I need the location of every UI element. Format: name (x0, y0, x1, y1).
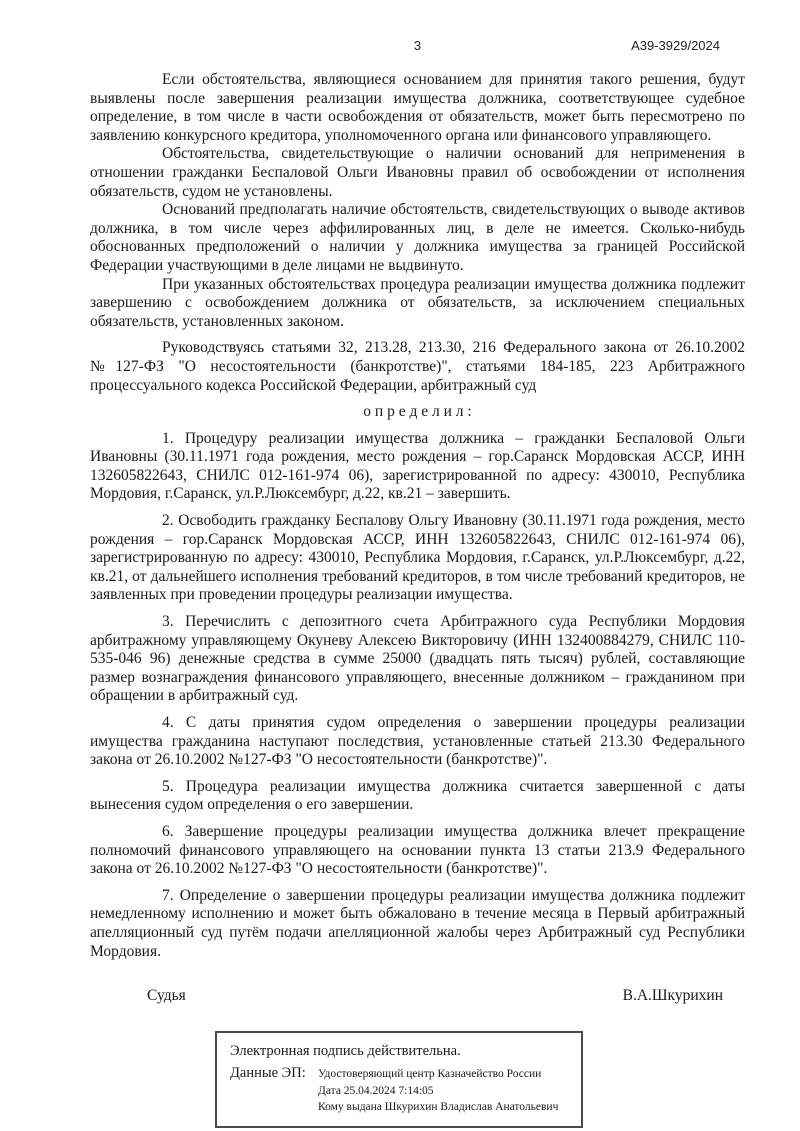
judge-label: Судья (147, 987, 186, 1005)
ruling-item-3: 3. Перечислить с депозитного счета Арбитражного суда Республики Мордовия арбитражному управляющему Окуневу Алексею Викторовичу (ИНН 132400884279, СНИЛС 110-535-046 96) денежные средства в сумме 25000 (двадцать пять тысяч) рублей, составляющие размер вознаграждения финансового управляющего, внесенные должником – гражданином при обращении в арбитражный суд. (90, 613, 745, 705)
ruling-item-7: 7. Определение о завершении процедуры реализации имущества должника подлежит немедленному исполнению и может быть обжаловано в течение месяца в Первый арбитражный апелляционный суд путём подачи апелляционной жалобы через Арбитражный суд Республики Мордовия. (90, 886, 745, 960)
body-paragraph: Оснований предполагать наличие обстоятельств, свидетельствующих о выводе активов должника, в том числе через аффилированных лиц, в деле не имеется. Сколько-нибудь обоснованных предположений о наличии у должника имущества за границей Российской Федерации участвующими в деле лицами не выдвинуто. (90, 201, 745, 274)
ruling-item-1: 1. Процедуру реализации имущества должника – гражданки Беспаловой Ольги Ивановны (30.11.1971 года рождения, место рождения – гор.Саранск Мордовская АССР, ИНН 132605822643, СНИЛС 012-161-974 06), зарегистрированной по адресу: 430010, Республика Мордовия, г.Саранск, ул.Р.Люксембург, д.22, кв.21 – завершить. (90, 429, 745, 503)
stamp-validity-text: Электронная подпись действительна. (230, 1043, 461, 1060)
body-paragraph: При указанных обстоятельствах процедура реализации имущества должника подлежит завершению с освобождением должника от обязательств, за исключением специальных обязательств, установленных законом. (90, 275, 745, 330)
stamp-data-label: Данные ЭП: (230, 1065, 306, 1082)
ruling-item-6: 6. Завершение процедуры реализации имущества должника влечет прекращение полномочий финансового управляющего на основании пункта 13 статьи 213.9 Федерального закона от 26.10.2002 №127-ФЗ "О несостоятельности (банкротстве)". (90, 822, 745, 878)
judge-name: В.А.Шкурихин (622, 987, 723, 1005)
page-header (90, 38, 745, 56)
stamp-detail-line: Удостоверяющий центр Казначейство России (318, 1068, 542, 1081)
ruling-basis-paragraph: Руководствуясь статьями 32, 213.28, 213.30, 216 Федерального закона от 26.10.2002 №127-ФЗ "О несостоятельности (банкротстве)", статьями 184-185, 223 Арбитражного процессуального кодекса Российской Федерации, арбитражный суд (90, 339, 745, 394)
document-body (90, 71, 745, 961)
stamp-data-row (230, 1064, 571, 1116)
stamp-detail-line: Дата 25.04.2024 7:14:05 (318, 1084, 434, 1097)
stamp-detail-line: Кому выдана Шкурихин Владислав Анатольевич (318, 1101, 559, 1114)
page-number: 3 (413, 38, 422, 53)
determined-heading: о п р е д е л и л : (363, 403, 472, 421)
body-paragraph: Обстоятельства, свидетельствующие о наличии оснований для неприменения в отношении гражданки Беспаловой Ольги Ивановны правил об освобождении от исполнения обязательств, судом не установлены. (90, 145, 745, 200)
stamp-details (318, 1064, 558, 1116)
signature-row (90, 987, 745, 1005)
body-paragraph: Если обстоятельства, являющиеся основанием для принятия такого решения, будут выявлены после завершения реализации имущества должника, соответствующее судебное определение, в том числе в части освобождения от обязательств, может быть пересмотрено по заявлению конкурсного кредитора, уполномоченного органа или финансового управляющего. (90, 71, 745, 144)
electronic-signature-stamp (215, 1031, 583, 1128)
ruling-item-4: 4. С даты принятия судом определения о завершении процедуры реализации имущества гражданина наступают последствия, установленные статьей 213.30 Федерального закона от 26.10.2002 №127-ФЗ "О несостоятельности (банкротстве)". (90, 714, 745, 769)
ruling-item-2: 2. Освободить гражданку Беспалову Ольгу Ивановну (30.11.1971 года рождения, место рождения – гор.Саранск Мордовская АССР, ИНН 132605822643, СНИЛС 012-161-974 06), зарегистрированную по адресу: 430010, Республика Мордовия, г.Саранск, ул.Р.Люксембург, д.22, кв.21, от дальнейшего исполнения требований кредиторов, в том числе требований кредиторов, не заявленных при проведении процедуры реализации имущества. (90, 512, 745, 604)
ruling-item-5: 5. Процедура реализации имущества должника считается завершенной с даты вынесения судом определения о его завершении. (90, 777, 745, 814)
case-number: А39-3929/2024 (631, 38, 720, 53)
